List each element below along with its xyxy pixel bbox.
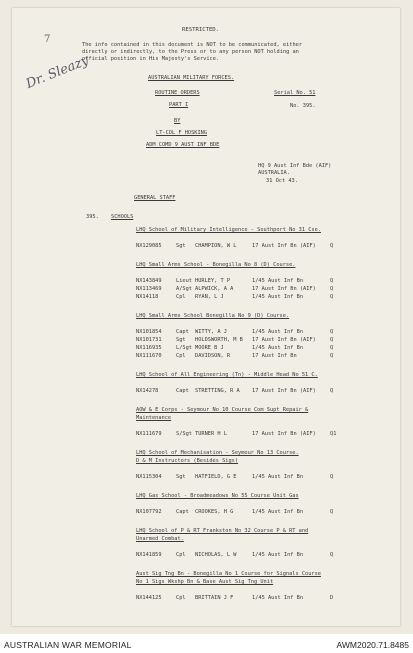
personnel-name: RYAN, L J: [195, 294, 224, 300]
personnel-rank: Capt: [176, 509, 189, 515]
notice-line-3: official position in His Majesty's Service.: [82, 56, 220, 62]
personnel-mark: Q: [330, 509, 334, 515]
personnel-mark: D: [330, 595, 334, 601]
restricted-header: RESTRICTED.: [182, 27, 220, 33]
personnel-mark: Q: [330, 243, 334, 249]
personnel-name: BRITTAIN J F: [195, 595, 234, 601]
personnel-no: NX141859: [136, 552, 162, 558]
personnel-rank: Lieut: [176, 278, 192, 284]
personnel-mark: Q: [330, 474, 334, 480]
item-number: 395.: [86, 214, 99, 220]
part-title: PART I: [169, 102, 189, 108]
personnel-rank: Sgt: [176, 243, 186, 249]
personnel-unit: 1/45 Aust Inf Bn: [252, 552, 304, 558]
source-label: AUSTRALIAN WAR MEMORIAL: [4, 640, 132, 650]
personnel-rank: Sgt: [176, 337, 186, 343]
personnel-no: NX113469: [136, 286, 162, 292]
personnel-unit: 17 Aust Inf Bn (AIF): [252, 286, 316, 292]
personnel-mark: Q: [330, 388, 334, 394]
course-heading: LHQ School of Mechanisation - Seymour No 13 Course.: [136, 450, 299, 456]
personnel-name: CROOKES, H G: [195, 509, 234, 515]
handwritten-annotation: Dr. Sleazy: [24, 53, 91, 92]
archive-footer: [0, 634, 413, 653]
personnel-rank: L/Sgt: [176, 345, 192, 351]
personnel-no: NX101854: [136, 329, 162, 335]
hq-address: HQ 9 Aust Inf Bde (AIF): [258, 163, 332, 169]
personnel-unit: 1/45 Aust Inf Bn: [252, 595, 304, 601]
command-title: ADM COMD 9 AUST INF BDE: [146, 142, 220, 148]
personnel-no: NX115304: [136, 474, 162, 480]
personnel-name: MOORE B J: [195, 345, 224, 351]
personnel-rank: A/Sgt: [176, 286, 192, 292]
course-heading: AOW & E Corps - Seymour No 10 Course Com Supt Repair &: [136, 407, 309, 413]
personnel-unit: 1/45 Aust Inf Bn: [252, 509, 304, 515]
course-heading: LHQ School of Military Intelligence - Southport No 31 Cse.: [136, 227, 321, 233]
course-heading: LHQ School of All Engineering (Tn) - Middle Head No 51 C.: [136, 372, 318, 378]
personnel-mark: Q: [330, 552, 334, 558]
course-heading: LHQ Small Arms School Bonegilla No 9 (D) Course.: [136, 313, 290, 319]
personnel-mark: Q: [330, 278, 334, 284]
section-title: GENERAL STAFF: [134, 195, 176, 201]
personnel-name: STRETTING, R A: [195, 388, 240, 394]
personnel-no: NX129085: [136, 243, 162, 249]
personnel-mark: Q: [330, 329, 334, 335]
personnel-no: NX14118: [136, 294, 159, 300]
issue-date: 31 Oct 43.: [266, 178, 298, 184]
personnel-no: NX116935: [136, 345, 162, 351]
personnel-name: TURNER H L: [195, 431, 227, 437]
personnel-mark: Q: [330, 345, 334, 351]
personnel-unit: 1/45 Aust Inf Bn: [252, 278, 304, 284]
personnel-name: HATFIELD, G E: [195, 474, 237, 480]
course-heading: LHQ School of P & RT Frankston No 32 Course P & RT and: [136, 528, 309, 534]
personnel-unit: 17 Aust Inf Bn (AIF): [252, 388, 316, 394]
personnel-no: NX144125: [136, 595, 162, 601]
course-heading-continued: Maintenance: [136, 415, 172, 421]
serial-label: Serial No. 51: [274, 90, 316, 96]
personnel-mark: Q: [330, 294, 334, 300]
officer-name: LT-COL F HOSKING: [156, 130, 208, 136]
personnel-name: HURLEY, T P: [195, 278, 231, 284]
personnel-name: ALPWICK, A A: [195, 286, 234, 292]
personnel-no: NX14278: [136, 388, 159, 394]
personnel-rank: Cpl: [176, 294, 186, 300]
personnel-unit: 17 Aust Inf Bn (AIF): [252, 243, 316, 249]
personnel-rank: Sgt: [176, 474, 186, 480]
accession-number: AWM2020.71.8485: [336, 640, 409, 650]
personnel-no: NX101731: [136, 337, 162, 343]
notice-line-2: directly or indirectly, to the Press or to any person NOT holding an: [82, 49, 299, 55]
place: AUSTRALIA.: [258, 170, 290, 176]
personnel-no: NX111670: [136, 353, 162, 359]
personnel-rank: Cpl: [176, 353, 186, 359]
by-label: BY: [174, 118, 181, 124]
personnel-mark: Q: [330, 337, 334, 343]
personnel-rank: Cpl: [176, 595, 186, 601]
personnel-mark: Q: [330, 353, 334, 359]
personnel-unit: 17 Aust Inf Bn (AIF): [252, 337, 316, 343]
personnel-unit: 1/45 Aust Inf Bn: [252, 294, 304, 300]
course-heading: Aust Sig Tng Bn - Bonegilla No 1 Course for Signals Course: [136, 571, 321, 577]
personnel-mark: Q1: [330, 431, 337, 437]
item-title: SCHOOLS: [111, 214, 134, 220]
serial-number: No. 395.: [290, 103, 316, 109]
personnel-name: HOLDSWORTH, M B: [195, 337, 243, 343]
personnel-no: NX143849: [136, 278, 162, 284]
personnel-rank: Capt: [176, 329, 189, 335]
personnel-unit: 1/45 Aust Inf Bn: [252, 345, 304, 351]
course-heading: LHQ Gas School - Broadmeadows No 55 Course Unit Gas: [136, 493, 299, 499]
personnel-name: NICHOLAS, L W: [195, 552, 237, 558]
course-heading: LHQ Small Arms School - Bonegilla No 8 (D) Course.: [136, 262, 296, 268]
personnel-name: DAVIDSON, R: [195, 353, 231, 359]
course-heading-continued: Unarmed Combat.: [136, 536, 184, 542]
personnel-unit: 1/45 Aust Inf Bn: [252, 474, 304, 480]
personnel-mark: Q: [330, 286, 334, 292]
personnel-no: NX107792: [136, 509, 162, 515]
personnel-name: CHAMPION, W L: [195, 243, 237, 249]
orders-title: ROUTINE ORDERS: [155, 90, 200, 96]
personnel-no: NX111679: [136, 431, 162, 437]
course-heading-continued: No 1 Sigs Wkshp Bn & Base Aust Sig Tng Unit: [136, 579, 274, 585]
personnel-unit: 1/45 Aust Inf Bn: [252, 329, 304, 335]
course-heading-continued: D & M Instructors (Besides Sigs): [136, 458, 239, 464]
personnel-rank: S/Sgt: [176, 431, 192, 437]
personnel-rank: Capt: [176, 388, 189, 394]
personnel-name: WITTY, A J: [195, 329, 227, 335]
pencil-tick-mark: 7: [44, 34, 51, 45]
personnel-unit: 17 Aust Inf Bn: [252, 353, 297, 359]
notice-line-1: The info contained in this document is NOT to be communicated, either: [82, 42, 303, 48]
personnel-rank: Cpl: [176, 552, 186, 558]
personnel-unit: 17 Aust Inf Bn (AIF): [252, 431, 316, 437]
force-title: AUSTRALIAN MILITARY FORCES.: [148, 75, 235, 81]
document-page: [12, 8, 400, 626]
